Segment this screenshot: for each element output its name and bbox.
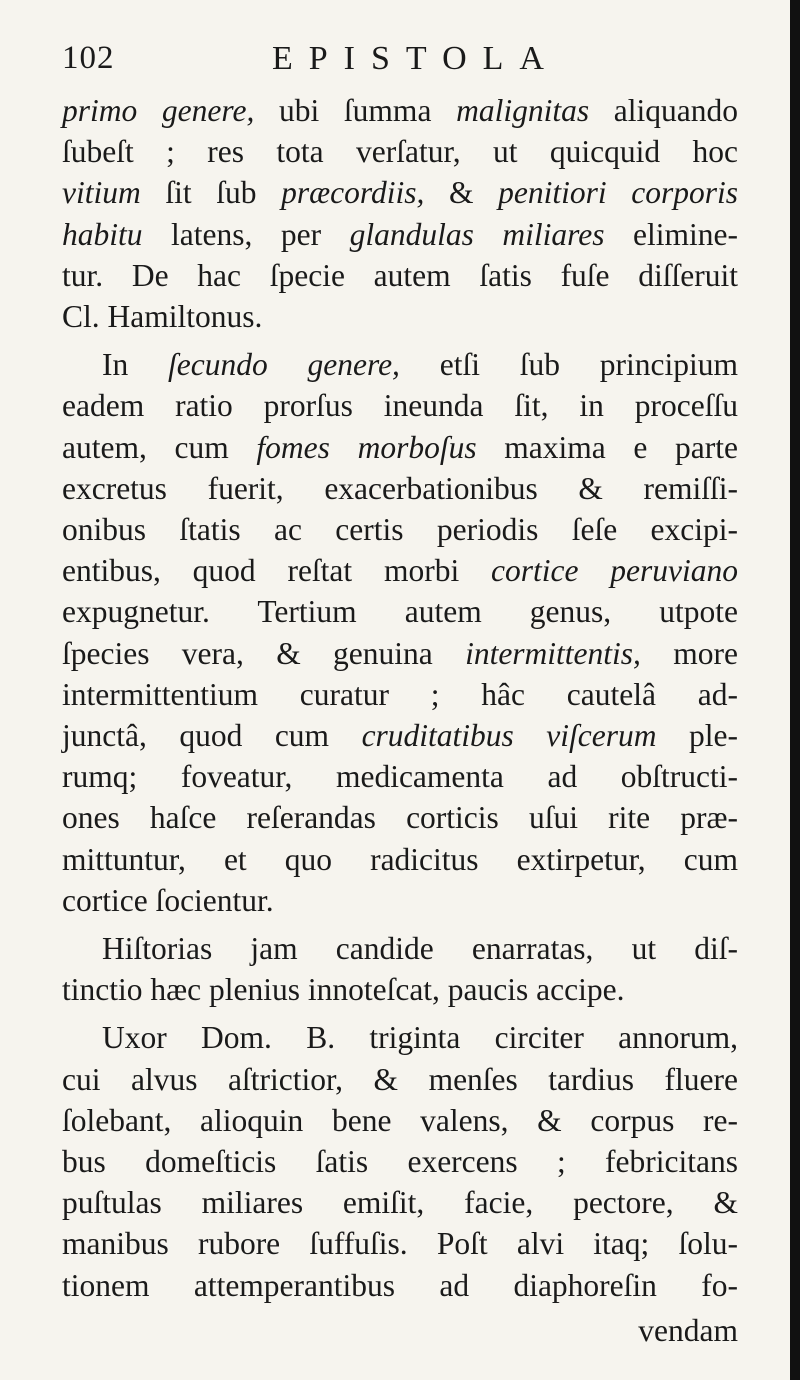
text-segment: Uxor Dom. B. triginta circiter annorum, (102, 1020, 738, 1056)
text-line (62, 1265, 738, 1306)
text-line (62, 797, 738, 838)
text-line (62, 296, 738, 337)
italic-segment: glandulas miliares (349, 216, 605, 252)
text-line (62, 509, 738, 550)
catchword: vendam (638, 1312, 738, 1348)
italic-segment: fomes morboſus (256, 429, 477, 465)
text-line (62, 385, 738, 426)
text-line (62, 591, 738, 632)
text-line (62, 344, 738, 385)
text-segment: rumq; foveatur, medicamenta ad obſtructi- (62, 759, 738, 795)
text-segment: & (424, 175, 499, 211)
text-segment: onibus ſtatis ac certis periodis ſeſe excipi- (62, 512, 738, 548)
text-segment: etſi ſub principium (399, 347, 738, 383)
text-line (62, 674, 738, 715)
text-segment: mittuntur, et quo radicitus extirpetur, cum (62, 841, 738, 877)
text-line (62, 1223, 738, 1264)
text-line (62, 90, 738, 131)
running-title: EPISTOLA (272, 40, 560, 77)
text-segment: autem, cum (62, 429, 257, 465)
text-segment: ones haſce reſerandas corticis uſui rite præ- (62, 800, 738, 836)
text-segment: tionem attemperantibus ad diaphoreſin fo- (62, 1267, 738, 1303)
italic-segment: primo genere, (62, 93, 255, 128)
paragraph (62, 928, 738, 1010)
paragraph (62, 344, 738, 921)
text-segment: eadem ratio prorſus ineunda ſit, in proceſſu (62, 388, 738, 424)
text-line (62, 756, 738, 797)
text-line (62, 172, 738, 213)
italic-segment: malignitas (456, 93, 590, 128)
italic-segment: habitu (62, 216, 143, 252)
text-line (62, 468, 738, 509)
text-segment: In (102, 347, 169, 383)
text-line (62, 969, 738, 1010)
body-text (62, 90, 738, 1351)
text-segment: Hiſtorias jam candide enarratas, ut diſ- (102, 931, 738, 967)
text-segment: elimine- (604, 216, 738, 252)
text-line (62, 715, 738, 756)
text-segment: entibus, quod reſtat morbi (62, 553, 492, 589)
text-line (62, 839, 738, 880)
text-segment: intermittentium curatur ; hâc cautelâ ad- (62, 676, 738, 712)
italic-segment: intermittentis, (465, 635, 641, 671)
text-line (62, 131, 738, 172)
text-line (62, 550, 738, 591)
text-segment: ubi ſumma (254, 93, 457, 128)
text-segment: tinctio hæc plenius innoteſcat, paucis accipe. (62, 972, 625, 1008)
text-line (62, 1059, 738, 1100)
text-segment: excretus fuerit, exacerbationibus & remiſſi- (62, 470, 738, 506)
italic-segment: cortice peruviano (491, 553, 738, 589)
text-segment: latens, per (142, 216, 350, 252)
text-segment: manibus rubore ſuffuſis. Poſt alvi itaq; ſolu- (62, 1226, 738, 1262)
paragraph (62, 1017, 738, 1305)
italic-segment: ſecundo genere, (168, 347, 400, 383)
scan-edge (790, 0, 800, 1380)
text-segment: puſtulas miliares emiſit, facie, pectore, & (62, 1185, 738, 1221)
text-line (62, 928, 738, 969)
italic-segment: cruditatibus viſcerum (361, 718, 657, 754)
page-header (62, 40, 740, 92)
text-line (62, 1100, 738, 1141)
text-line (62, 633, 738, 674)
text-segment: ſubeſt ; res tota verſatur, ut quicquid hoc (62, 134, 738, 170)
text-segment: bus domeſticis ſatis exercens ; febricitans (62, 1144, 738, 1180)
italic-segment: præcordiis, (281, 175, 425, 211)
text-segment: cortice ſocientur. (62, 882, 274, 918)
italic-segment: penitiori corporis (498, 175, 738, 211)
text-segment: cui alvus aſtrictior, & menſes tardius fluere (62, 1061, 738, 1097)
text-segment: ſit ſub (140, 175, 282, 211)
text-segment: junctâ, quod cum (62, 718, 362, 754)
italic-segment: vitium (62, 175, 141, 211)
text-segment: ple- (656, 718, 738, 754)
text-line (62, 880, 738, 921)
text-segment: ſpecies vera, & genuina (62, 635, 466, 671)
text-segment: aliquando (589, 93, 738, 128)
text-segment: expugnetur. Tertium autem genus, utpote (62, 594, 738, 630)
text-segment: ſolebant, alioquin bene valens, & corpus re- (62, 1102, 738, 1138)
text-line (62, 214, 738, 255)
text-line (62, 255, 738, 296)
text-segment: tur. De hac ſpecie autem ſatis fuſe diſſeruit (62, 257, 738, 293)
page-number: 102 (62, 40, 115, 76)
paragraph (62, 90, 738, 337)
text-line (62, 427, 738, 468)
text-segment: maxima e parte (476, 429, 739, 465)
text-line (62, 1017, 738, 1058)
text-segment: Cl. Hamiltonus. (62, 299, 263, 335)
text-line (62, 1182, 738, 1223)
text-segment: more (640, 635, 738, 671)
text-line (62, 1141, 738, 1182)
